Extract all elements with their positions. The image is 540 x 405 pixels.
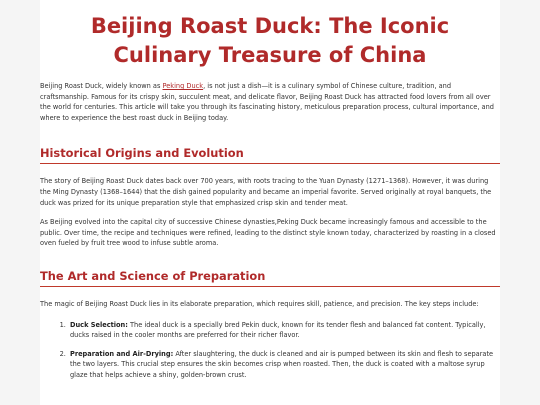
section-heading-history: Historical Origins and Evolution [40, 146, 500, 164]
history-paragraph-1: The story of Beijing Roast Duck dates back over 700 years, with roots tracing to the Yuan Dynasty (1271–1368). However, it was during the Ming Dynasty (1368–1644) that the dish gained popularity and became an imperial favorite. Served originally at royal banquets, the duck was prized for its unique preparation style that emphasized crisp skin and tender meat. [40, 177, 492, 207]
list-item [68, 349, 500, 381]
page-title: Beijing Roast Duck: The Iconic Culinary Treasure of China [90, 14, 450, 67]
step-label: Preparation and Air-Drying: [70, 349, 174, 358]
step-label: Duck Selection: [70, 320, 128, 329]
section-heading-preparation: The Art and Science of Preparation [40, 269, 500, 287]
intro-text-end: , is not just a dish—it is a culinary symbol of Chinese culture, tradition, and craftsmanship. Famous for its crispy skin, succulent meat, and delicate flavor, Beijing Roast Duck has attracted food lovers from all over the world for centuries. This article will take you through its fascinating history, meticulous preparation process, cultural importance, and where to experience the best roast duck in Beijing today. [40, 82, 494, 122]
step-text: After slaughtering, the duck is cleaned and air is pumped between its skin and flesh to separate the two layers. This crucial step ensures the skin becomes crisp when roasted. Then, the duck is coated with a maltose syrup glaze that helps achieve a shiny, golden-brown crust. [70, 349, 494, 379]
preparation-steps-list [40, 320, 500, 381]
list-item [68, 320, 500, 341]
intro-text-start: Beijing Roast Duck, widely known as [40, 82, 163, 90]
history-paragraph-2: As Beijing evolved into the capital city of successive Chinese dynasties,Peking Duck became increasingly famous and accessible to the public. Over time, the recipe and techniques were refined, leading to the distinct style known today, characterized by roasting in a closed oven fueled by fruit tree wood to infuse subtle aroma. [40, 218, 496, 248]
peking-duck-link[interactable]: Peking Duck [162, 82, 204, 90]
intro-paragraph [40, 81, 500, 123]
step-text: The ideal duck is a specially bred Pekin duck, known for its tender flesh and balanced fat content. Typically, ducks raised in the cooler months are preferred for their richer flavor. [70, 320, 486, 340]
preparation-intro-paragraph: The magic of Beijing Roast Duck lies in its elaborate preparation, which requires skill, patience, and precision. The key steps include: [40, 299, 479, 308]
article-page [40, 0, 500, 405]
article-content [40, 0, 500, 381]
